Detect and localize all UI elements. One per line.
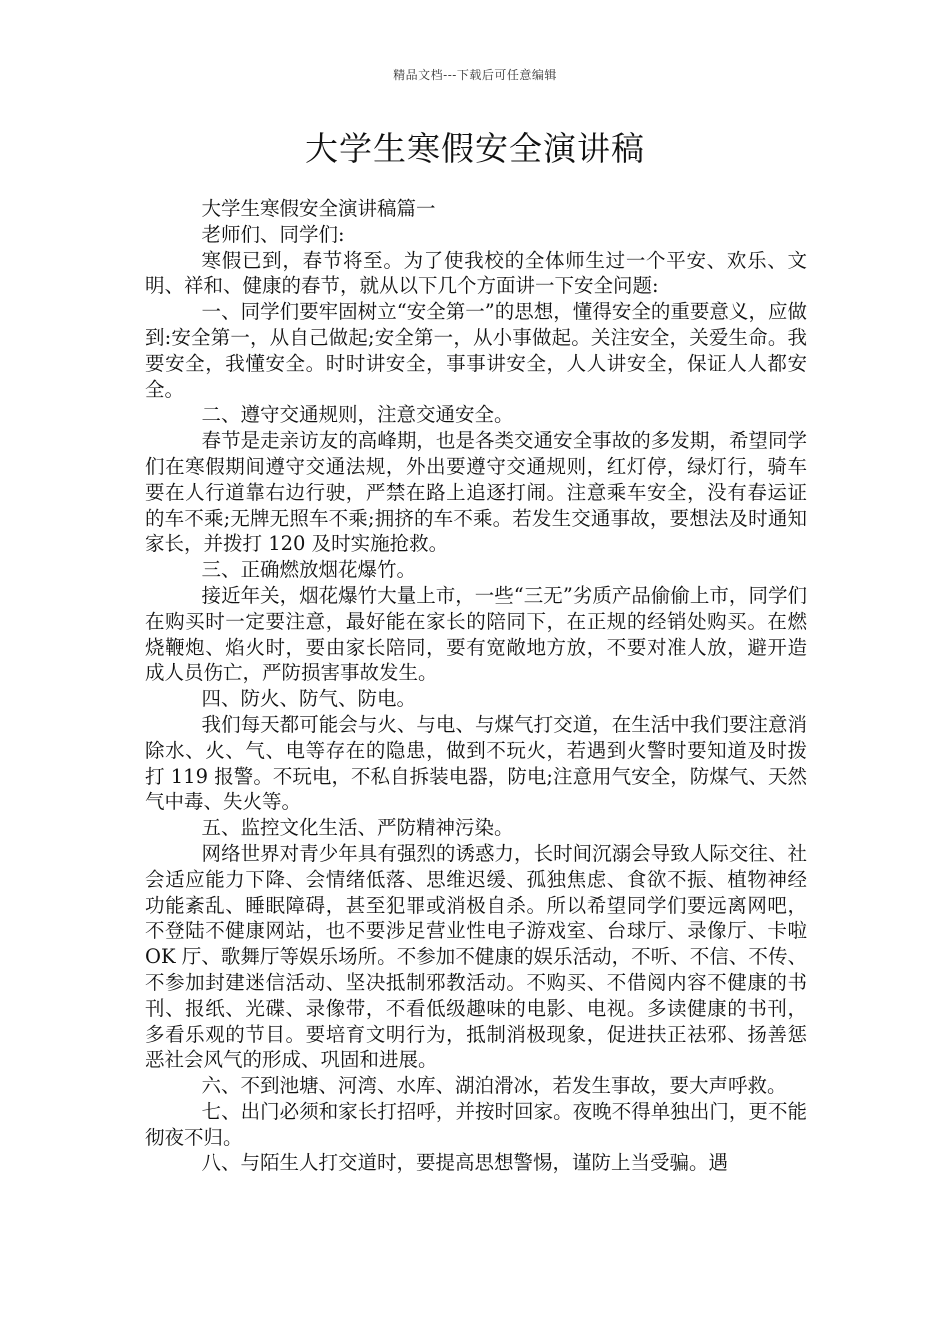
- paragraph-strangers: 八、与陌生人打交道时，要提高思想警惕，谨防上当受骗。遇: [201, 1151, 729, 1175]
- section-heading-fire-gas-electric: 四、防火、防气、防电。: [201, 687, 417, 711]
- document-body: [145, 196, 807, 1176]
- paragraph-intro: 寒假已到，春节将至。为了使我校的全体师生过一个平安、欢乐、文明、祥和、健康的春节，就从以下几个方面讲一下安全问题:: [145, 248, 807, 298]
- section-heading-fireworks: 三、正确燃放烟花爆竹。: [201, 558, 417, 582]
- paragraph-culture: 网络世界对青少年具有强烈的诱惑力，长时间沉溺会导致人际交往、社会适应能力下降、会情绪低落、思维迟缓、孤独焦虑、食欲不振、植物神经功能紊乱、睡眠障碍，甚至犯罪或消极自杀。所以希望同学们要远离网吧，不登陆不健康网站，也不要涉足营业性电子游戏室、台球厅、录像厅、卡啦 OK 厅、歌舞厅等娱乐场所。不参加不健康的娱乐活动，不听、不信、不传、不参加封建迷信活动、坚决抵制邪教活动。不购买、不借阅内容不健康的书刊、报纸、光碟、录像带，不看低级趣味的电影、电视。多读健康的书刊，多看乐观的节目。要培育文明行为，抵制消极现象，促进扶正祛邪、扬善惩恶社会风气的形成、巩固和进展。: [145, 841, 807, 1072]
- section-heading-culture: 五、监控文化生活、严防精神污染。: [201, 816, 514, 840]
- paragraph-safety-first: 一、同学们要牢固树立“安全第一”的思想，懂得安全的重要意义，应做到:安全第一，从自己做起;安全第一，从小事做起。关注安全，关爱生命。我要安全，我懂安全。时时讲安全，事事讲安全，人人讲安全，保证人人都安全。: [145, 300, 807, 401]
- paragraph-subtitle: 大学生寒假安全演讲稿篇一: [201, 197, 436, 220]
- paragraph-fireworks: 接近年关，烟花爆竹大量上市，一些“三无”劣质产品偷偷上市，同学们在购买时一定要注意，最好能在家长的陪同下，在正规的经销处购买。在燃烧鞭炮、焰火时，要由家长陪同，要有宽敞地方放，不要对准人放，避开造成人员伤亡，严防损害事故发生。: [145, 583, 807, 685]
- header-note: 精品文档---下载后可任意编辑: [393, 68, 557, 82]
- paragraph-traffic: 春节是走亲访友的高峰期，也是各类交通安全事故的多发期，希望同学们在寒假期间遵守交通法规，外出要遵守交通规则，红灯停，绿灯行，骑车要在人行道靠右边行驶，严禁在路上追逐打闹。注意乘车安全，没有春运证的车不乘;无牌无照车不乘;拥挤的车不乘。若发生交通事故，要想法及时通知家长，并拨打 120 及时实施抢救。: [145, 429, 807, 556]
- document-title: 大学生寒假安全演讲稿: [305, 129, 645, 168]
- paragraph-going-out: 七、出门必须和家长打招呼，并按时回家。夜晚不得单独出门，更不能彻夜不归。: [145, 1099, 807, 1149]
- section-heading-traffic: 二、遵守交通规则，注意交通安全。: [201, 403, 514, 427]
- paragraph-greeting: 老师们、同学们:: [201, 222, 345, 246]
- paragraph-fire-gas-electric: 我们每天都可能会与火、与电、与煤气打交道，在生活中我们要注意消除水、火、气、电等存在的隐患，做到不玩火，若遇到火警时要知道及时拨打 119 报警。不玩电，不私自拆装电器，防电;注意用气安全，防煤气、天然气中毒、失火等。: [145, 712, 807, 814]
- paragraph-ice-safety: 六、不到池塘、河湾、水库、湖泊滑冰，若发生事故，要大声呼救。: [201, 1074, 787, 1098]
